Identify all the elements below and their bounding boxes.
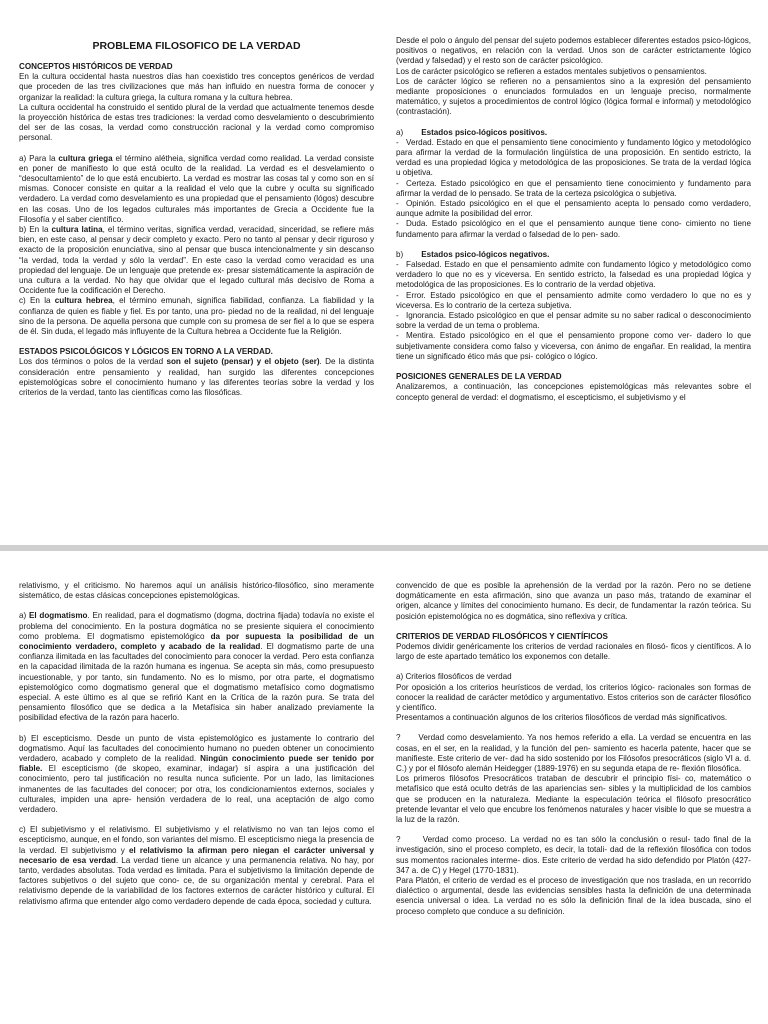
- paragraph: Los primeros filósofos Presocráticos trataban de descubrir el principio físi- co, matemático o metafísico que está oculto detrás de las apariencias sen- sibles y la multiplicidad de los cambios que se producen en la naturaleza. Mediante la especulación teórica el filósofo presocrático pretende levantar el velo que encubre los fenómenos naturales y hacer visible lo que se muestra a la luz de la razón.: [396, 774, 751, 825]
- paragraph: Los de carácter lógico se refieren no a pensamientos sino a la expresión del pensamiento mediante proposiciones o enunciados formulados en un lenguaje preciso, normalmente matemático, y sujetos a procedimientos de control lógico (lógica formal e informal) y metodológico (contrastación).: [396, 76, 751, 117]
- section-heading-criteria: CRITERIOS DE VERDAD FILOSÓFICOS Y CIENTÍFICOS: [396, 631, 608, 641]
- paragraph: Podemos dividir genéricamente los criterios de verdad racionales en filosó- ficos y científicos. A lo largo de este apartado temático los exponemos con detalle.: [396, 642, 751, 662]
- paragraph: En la cultura occidental hasta nuestros días han coexistido tres conceptos genéricos de verdad que proceden de las tres civilizaciones que más han influido en nuestra forma de conocer y organizar la realidad: la cultura griega, la cultura romana y la cultura hebrea.: [19, 72, 374, 102]
- list-item-greek: a) Para la cultura griega el término alétheia, significa verdad como realidad. La verdad consiste en poner de manifiesto lo que está oculto de la realidad. La verdad es el desvelamiento o “desocultamiento” de lo que está encubierto. La verdad es mostrar las cosas tal y como son en sí mismas. Conocer consiste en quitar a la realidad el velo que la cubre y oculta su significado verdadero. La verdad como desvelamiento es una propiedad que el pensamiento (lógos) descubre en las cosas. Uno de los legados culturales más importantes de Grecia a Occidente fue la Filosofía y el saber científico.: [19, 153, 374, 224]
- list-item-subjectivism: c) El subjetivismo y el relativismo. El subjetivismo y el relativismo no van tan lejos como el escepticismo, aunque, en el fondo, son variantes del mismo. El escepticismo niega la presencia de la verdad. El subjetivismo y el relativismo la afirman pero niegan el carácter universal y necesario de esa verdad. La verdad tiene un alcance y una permanencia relativa. No hay, por tanto, verdades absolutas. Toda verdad es limitada. Para el subjetivismo la limitación depende de factores subjetivos o del sujeto que cono- ce, de su organización mental y cerebral. Para el relativismo depende de la variabilidad de los factores externos de carácter histórico y cultural. El relativismo afirma que entender algo como verdadero depende de cada época, sociedad y cultura.: [19, 825, 375, 906]
- paragraph: convencido de que es posible la aprehensión de la verdad por la razón. Pero no se detiene dogmáticamente en esta afirmación, sino que avanza un paso más, tratando de examinar el origen, alcance y límites del conocimiento humano. Es decir, de fundamentar la razón teórica. Su posición epistemológica no es dogmática, sino reflexiva y crítica.: [396, 581, 751, 621]
- page2-left-column: [19, 581, 374, 907]
- paragraph: Por oposición a los criterios heurísticos de verdad, los criterios lógico- racionales son formas de conocer la realidad de carácter metódico y argumentativo. Estos criterios son de carácter filosófico y científico.: [396, 682, 751, 713]
- missing-glyph-icon: ?: [396, 733, 401, 743]
- paragraph: Desde el polo o ángulo del pensar del sujeto podemos establecer diferentes estados psico-lógicos, positivos o negativos, en relación con la verdad. Unos son de carácter estrictamente lógico (verdad y falsedad) y el resto son de carácter psicológico.: [396, 36, 751, 66]
- paragraph: Los dos términos o polos de la verdad son el sujeto (pensar) y el objeto (ser). De la distinta consideración entre pensamiento y realidad, han surgido las diferentes concepciones epistemológicas sobre el conocimiento humano y las diferentes teorías sobre la verdad y los criterios de la verdad, tanto las científicas como las filosóficas.: [19, 357, 374, 398]
- page1-left-column: [19, 36, 374, 398]
- paragraph: Presentamos a continuación algunos de los criterios filosóficos de verdad más significativos.: [396, 713, 728, 723]
- list-item: - Error. Estado psicológico en que el pensamiento admite como verdadero lo que no es y viceversa. Es lo contrario de la certeza subjetiva.: [396, 290, 751, 310]
- paragraph: relativismo, y el criticismo. No haremos aquí un análisis histórico-filosófico, sino meramente sistemático, de estas clásicas concepciones epistemológicas.: [19, 581, 374, 601]
- document-page-2: [0, 551, 768, 1024]
- list-item-latin: b) En la cultura latina, el término veritas, significa verdad, veracidad, sinceridad, se refiere más bien, en este caso, al pensar y decir completo y exacto. Pero no tanto al pensar y decir riguroso y exacto de la proposición enunciativa, sino al pensar que busca intencionalmente y sin descanso “la verdad, toda la verdad y sólo la verdad”. En este caso la verdad como veracidad es una propiedad del lenguaje. De un lenguaje que pretende ex- presar sistemáticamente la aspiración de una cultura a la verdad. No hay que olvidar que el legado cultural más decisivo de Roma a Occidente fue la codificación el Derecho.: [19, 225, 374, 296]
- paragraph: Analizaremos, a continuación, las concepciones epistemológicas más relevantes sobre el concepto general de verdad: el dogmatismo, el escepticismo, el subjetivismo y el: [396, 382, 751, 402]
- section-heading-positions: POSICIONES GENERALES DE LA VERDAD: [396, 372, 562, 382]
- list-item: - Ignorancia. Estado psicológico en que el pensar admite su no saber radical o desconocimiento sobre la verdad de un tema o problema.: [396, 311, 751, 331]
- list-item-dogmatism: a) El dogmatismo. En realidad, para el dogmatismo (dogma, doctrina fijada) todavía no existe el problema del conocimiento. En la postura dogmática no se presiente siquiera el conocimiento como problema. El dogmatismo epistemológico da por supuesta la posibilidad de un conocimiento verdadero, completo y acabado de la realidad. El dogmatismo parte de una confianza ilimitada en las facultades del conocimiento para conocer la verdad. Pero esta confianza en la capacidad ilimitada de la razón humana es ingenua. Se acepta sin más, como presupuesto incuestionable, y por tanto, sin fundamento. No es lo mismo, por otra parte, el dogmatismo epistemológico como dogmatismo general que el dogmatismo metafísico como dogmatismo especial. A este último es al que se refirió Kant en la Crítica de la razón pura. Se trata del pensamiento filosófico que se dedica a la Metafísica sin haber analizado previamente la posibilidad efectiva de la razón para hacerlo.: [19, 611, 375, 723]
- paragraph: Para Platón, el criterio de verdad es el proceso de investigación que nos traslada, en un recorrido dialéctico o argumental, desde las evidencias sensibles hasta la definición de una determinada esencia universal o idea. La verdad no es sólo la definición final de la idea buscada, sino el proceso completo que conduce a su definición.: [396, 876, 751, 916]
- list-item: - Opinión. Estado psicológico en el que el pensamiento acepta lo pensado como verdadero, aunque admite la posibilidad del error.: [396, 199, 751, 219]
- page1-right-column: [396, 36, 751, 403]
- list-item-process: ? Verdad como proceso. La verdad no es tan sólo la conclusión o resul- tado final de la investigación, sino el proceso completo, es decir, la totali- dad de la reflexión filosófica con todos sus momentos racionales interme- dios. Este criterio de verdad ha sido defendido por Platón (427-347 a. de C) y Hegel (1770-1831).: [396, 835, 751, 875]
- paragraph: La cultura occidental ha construido el sentido plural de la verdad que actualmente tenemos desde la proyección histórica de estas tres tradiciones: la verdad como desvelamiento o descubrimiento del ser de las cosas, la verdad como construcción racional y la verdad como compromiso personal.: [19, 102, 374, 143]
- paragraph: Los de carácter psicológico se refieren a estados mentales subjetivos o pensamientos.: [396, 66, 707, 76]
- list-item: - Falsedad. Estado en que el pensamiento admite con fundamento lógico y metodológico como verdadero lo que no es y viceversa. En sentido estricto, la falsedad es una propiedad lógica y metodológica de las proposiciones. Es lo contrario de la verdad objetiva.: [396, 260, 751, 290]
- list-item: - Duda. Estado psicológico en el que el pensamiento aunque tiene cono- cimiento no tiene fundamento para afirmar la verdad o falsedad de lo pen- sado.: [396, 219, 751, 239]
- subheading-philosophical-criteria: a) Criterios filosóficos de verdad: [396, 672, 512, 682]
- document-title: PROBLEMA FILOSOFICO DE LA VERDAD: [92, 40, 301, 52]
- list-item: - Verdad. Estado en que el pensamiento tiene conocimiento y fundamento lógico y metodológico para afirmar la verdad de la formulación lingüística de una proposición. En sentido estricto, la verdad es una propiedad lógica y metodológica de las proposiciones. Se trata de la verdad lógica u objetiva.: [396, 137, 751, 178]
- section-heading-states: ESTADOS PSICOLÓGICOS Y LÓGICOS EN TORNO A LA VERDAD.: [19, 347, 273, 357]
- subheading-positive-states: a) Estados psico-lógicos positivos.: [396, 127, 548, 137]
- list-item-skepticism: b) El escepticismo. Desde un punto de vista epistemológico es justamente lo contrario del dogmatismo. Aquí las facultades del conocimiento humano no pueden obtener un conocimiento verdadero, acabado y completo de la realidad. Ningún conocimiento puede ser tenido por fiable. El escepticismo (de skopeo, examinar, indagar) sí aspira a una justificación del conocimiento, pero tal justificación no resulta nunca suficiente. Por un lado, las limitaciones inmanentes de las facultades del conocer; por otra, los condicionamientos externos, sociales y culturales, impiden una apre- hensión verdadera de lo real, una aceptación de algo como verdadero.: [19, 733, 375, 815]
- subheading-negative-states: b) Estados psico-lógicos negativos.: [396, 249, 550, 259]
- section-heading-concepts: CONCEPTOS HISTÓRICOS DE VERDAD: [19, 62, 173, 71]
- list-item-unveiling: ? Verdad como desvelamiento. Ya nos hemos referido a ella. La verdad se encuentra en las cosas, en el ser, en la realidad, y la función del pen- samiento es hacerla patente, hacer que se manifieste. Este criterio de ver- dad ha sido sostenido por los Filósofos presocráticos (siglo VI a. d. C.) y por el filósofo alemán Heidegger (1889-1976) en su segunda etapa de re- flexión filosófica.: [396, 733, 751, 774]
- list-item: - Mentira. Estado psicológico en el que el pensamiento propone como ver- dadero lo que subjetivamente considera como falso y viceversa, con ánimo de engañar. En realidad, la mentira tiene un significado ético más que psi- cológico o lógico.: [396, 331, 751, 361]
- page2-right-column: [396, 581, 751, 917]
- list-item-hebrew: c) En la cultura hebrea, el término emunah, significa fiabilidad, confianza. La fiabilidad y la confianza de quien es fiable y fiel. Es por tanto, una pro- piedad no de la realidad, ni del lenguaje sino de la persona. De aquella persona que cumple con su promesa de ser fiel a lo que se espera de él. Sin duda, el legado más influyente de la Cultura hebrea a Occidente fue la Religión.: [19, 296, 374, 337]
- list-item: - Certeza. Estado psicológico en que el pensamiento tiene conocimiento y fundamento para afirmar la verdad de lo pensado. Se trata de la certeza psicológica o subjetiva.: [396, 178, 751, 198]
- missing-glyph-icon: ?: [396, 835, 401, 845]
